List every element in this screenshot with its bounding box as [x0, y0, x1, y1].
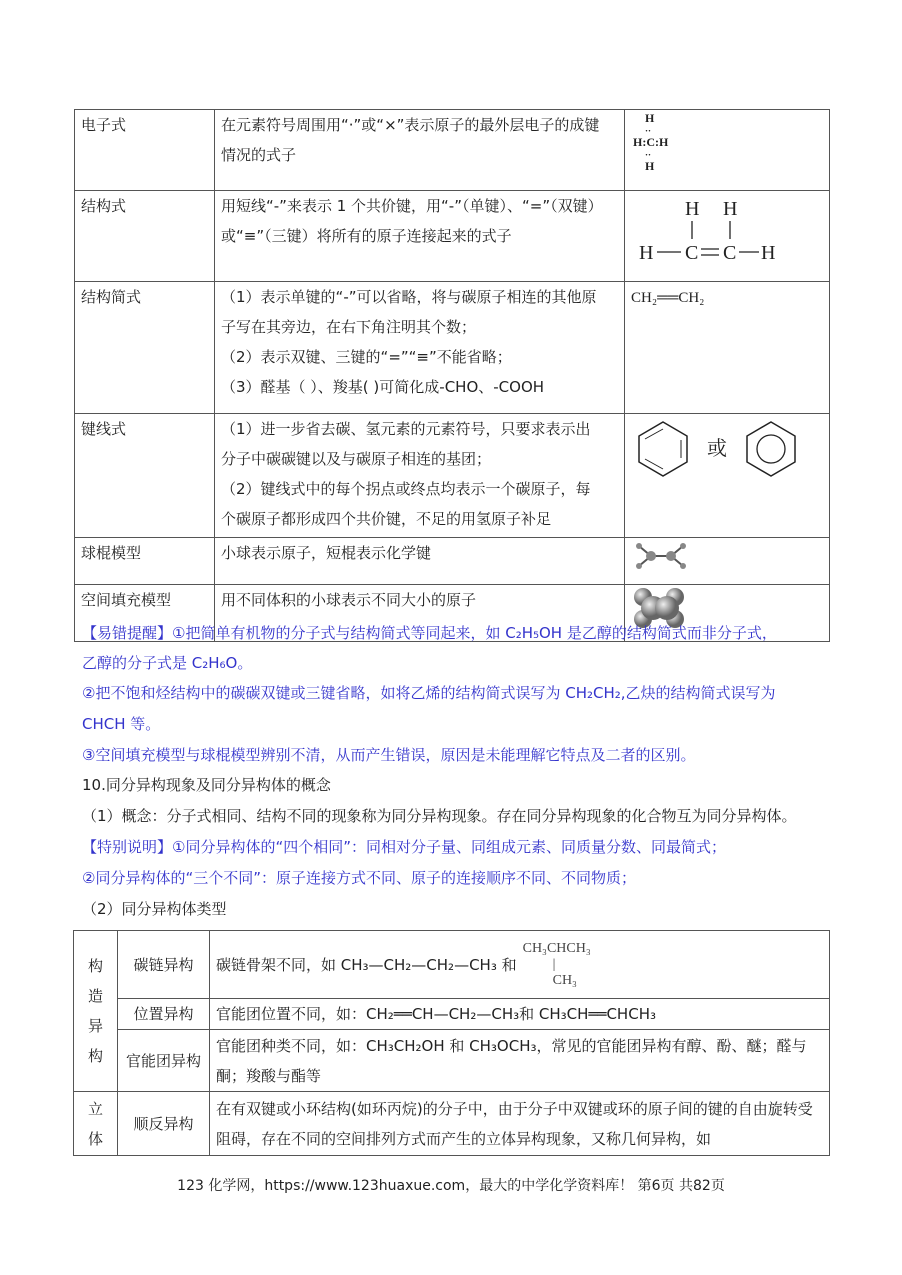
ball-stick-figure	[625, 538, 830, 585]
row-desc	[215, 191, 625, 282]
desc-line: （1）进一步省去碳、氢元素的元素符号，只要求表示出	[221, 420, 591, 438]
error-tip-line: 【易错提醒】①把简单有机物的分子式与结构简式等同起来，如 C₂H₅OH 是乙醇的结构简式而非分子式，	[82, 624, 777, 642]
desc-line: 情况的式子	[221, 146, 297, 164]
error-tip-line: ②把不饱和烃结构中的碳碳双键或三键省略，如将乙烯的结构简式误写为 CH₂CH₂,乙炔的结构简式误写为	[82, 684, 776, 702]
svg-text:H: H	[761, 242, 776, 264]
concept-line: （1）概念：分子式相同、结构不同的现象称为同分异构现象。存在同分异构现象的化合物互为同分异构体。	[82, 807, 797, 825]
row-desc	[215, 110, 625, 191]
svg-text:H: H	[639, 242, 654, 264]
ethylene-structure-image	[631, 191, 821, 271]
table-row	[74, 1030, 830, 1092]
table-row	[75, 282, 830, 414]
row-name: 电子式	[75, 110, 215, 191]
row-desc	[215, 414, 625, 538]
electron-dot-image	[631, 110, 691, 180]
type-desc	[210, 931, 830, 999]
svg-text:H:C:H: H:C:H	[633, 135, 669, 149]
row-name: 球棍模型	[75, 538, 215, 585]
table-row	[74, 1092, 830, 1156]
benzene-circle-icon	[739, 418, 803, 478]
type-name: 顺反异构	[118, 1092, 210, 1156]
or-label: 或	[707, 436, 727, 460]
branched-formula	[523, 941, 591, 989]
svg-text:H: H	[723, 198, 738, 220]
branch-bond: |	[552, 956, 556, 972]
desc-line: 子写在其旁边，在右下角注明其个数；	[221, 318, 477, 336]
category-stereo	[74, 1092, 118, 1156]
svg-text:H: H	[645, 159, 655, 173]
type-name: 官能团异构	[118, 1030, 210, 1092]
svg-text:H: H	[685, 198, 700, 220]
desc-line: 在元素符号周围用“·”或“×”表示原子的最外层电子的成键	[221, 116, 600, 134]
page-footer: 123 化学网，https://www.123huaxue.com，最大的中学化学资料库！ 第6页 共82页	[177, 1178, 725, 1194]
svg-text:C: C	[685, 242, 699, 264]
subsection-heading: （2）同分异构体类型	[82, 900, 227, 918]
svg-text:H: H	[645, 111, 655, 125]
branch-bottom: CH₃	[552, 972, 577, 988]
row-desc	[215, 282, 625, 414]
type-desc: 官能团位置不同，如：CH₂══CH—CH₂—CH₃和 CH₃CH══CHCH₃	[210, 999, 830, 1030]
table-row	[75, 538, 830, 585]
representation-table	[74, 109, 830, 642]
row-name: 键线式	[75, 414, 215, 538]
row-name: 结构简式	[75, 282, 215, 414]
desc-line: （3）醛基（ ）、羧基( )可简化成-CHO、-COOH	[221, 378, 545, 396]
svg-text:··: ··	[645, 150, 652, 160]
ball-stick-model-icon	[631, 538, 691, 574]
ethylene-condensed-formula: CH₂══CH₂	[631, 290, 705, 306]
desc-line: 个碳原子都形成四个共价键，不足的用氢原子补足	[221, 510, 552, 528]
error-tip-line: 乙醇的分子式是 C₂H₆O。	[82, 654, 253, 672]
isomer-types-table	[73, 930, 830, 1156]
category-label: 立体	[87, 1099, 103, 1148]
desc-line: （2）表示双键、三键的“=”“≡”不能省略；	[221, 348, 512, 366]
desc-line: 用短线“-”来表示 1 个共价键，用“-”（单键）、“=”（双键）	[221, 197, 603, 215]
branch-top: CH₃CHCH₃	[522, 940, 591, 956]
type-desc: 官能团种类不同，如：CH₃CH₂OH 和 CH₃OCH₃，常见的官能团异构有醇、酚、醚；醛与酮；羧酸与酯等	[210, 1030, 830, 1092]
special-note-line: ②同分异构体的“三个不同”：原子连接方式不同、原子的连接顺序不同、不同物质；	[82, 869, 636, 887]
desc-line: 分子中碳碳键以及与碳原子相连的基团；	[221, 450, 492, 468]
table-row	[75, 191, 830, 282]
table-row	[75, 414, 830, 538]
electron-formula-figure	[625, 110, 830, 191]
desc-line: （2）键线式中的每个拐点或终点均表示一个碳原子，每	[221, 480, 591, 498]
table-row	[74, 999, 830, 1030]
type-name: 碳链异构	[118, 931, 210, 999]
category-structural	[74, 931, 118, 1092]
row-name: 空间填充模型	[75, 585, 215, 642]
table-row	[75, 110, 830, 191]
row-name: 结构式	[75, 191, 215, 282]
section-heading: 10.同分异构现象及同分异构体的概念	[82, 776, 331, 794]
svg-text:C: C	[723, 242, 737, 264]
type-name: 位置异构	[118, 999, 210, 1030]
structural-formula-figure	[625, 191, 830, 282]
table-row	[74, 931, 830, 999]
desc-text: 碳链骨架不同，如 CH₃—CH₂—CH₂—CH₃ 和	[216, 955, 517, 974]
desc-line: 或“≡”（三键）将所有的原子连接起来的式子	[221, 227, 512, 245]
special-note-line: 【特别说明】①同分异构体的“四个相同”：同相对分子量、同组成元素、同质量分数、同最简式；	[82, 838, 726, 856]
benzene-kekule-icon	[631, 418, 695, 478]
error-tip-line: ③空间填充模型与球棍模型辨别不清，从而产生错误，原因是未能理解它特点及二者的区别。	[82, 746, 696, 764]
svg-text:··: ··	[645, 126, 652, 136]
row-desc: 小球表示原子，短棍表示化学键	[215, 538, 625, 585]
row-desc: 用不同体积的小球表示不同大小的原子	[215, 585, 625, 642]
type-desc: 在有双键或小环结构(如环丙烷)的分子中，由于分子中双键或环的原子间的键的自由旋转受阻碍，存在不同的空间排列方式而产生的立体异构现象，又称几何异构，如	[210, 1092, 830, 1156]
condensed-formula-cell	[625, 282, 830, 414]
error-tip-line: CHCH 等。	[82, 715, 161, 733]
skeletal-formula-figure	[625, 414, 830, 538]
category-label: 构造异构	[87, 957, 103, 1065]
desc-line: （1）表示单键的“-”可以省略，将与碳原子相连的其他原	[221, 288, 597, 306]
